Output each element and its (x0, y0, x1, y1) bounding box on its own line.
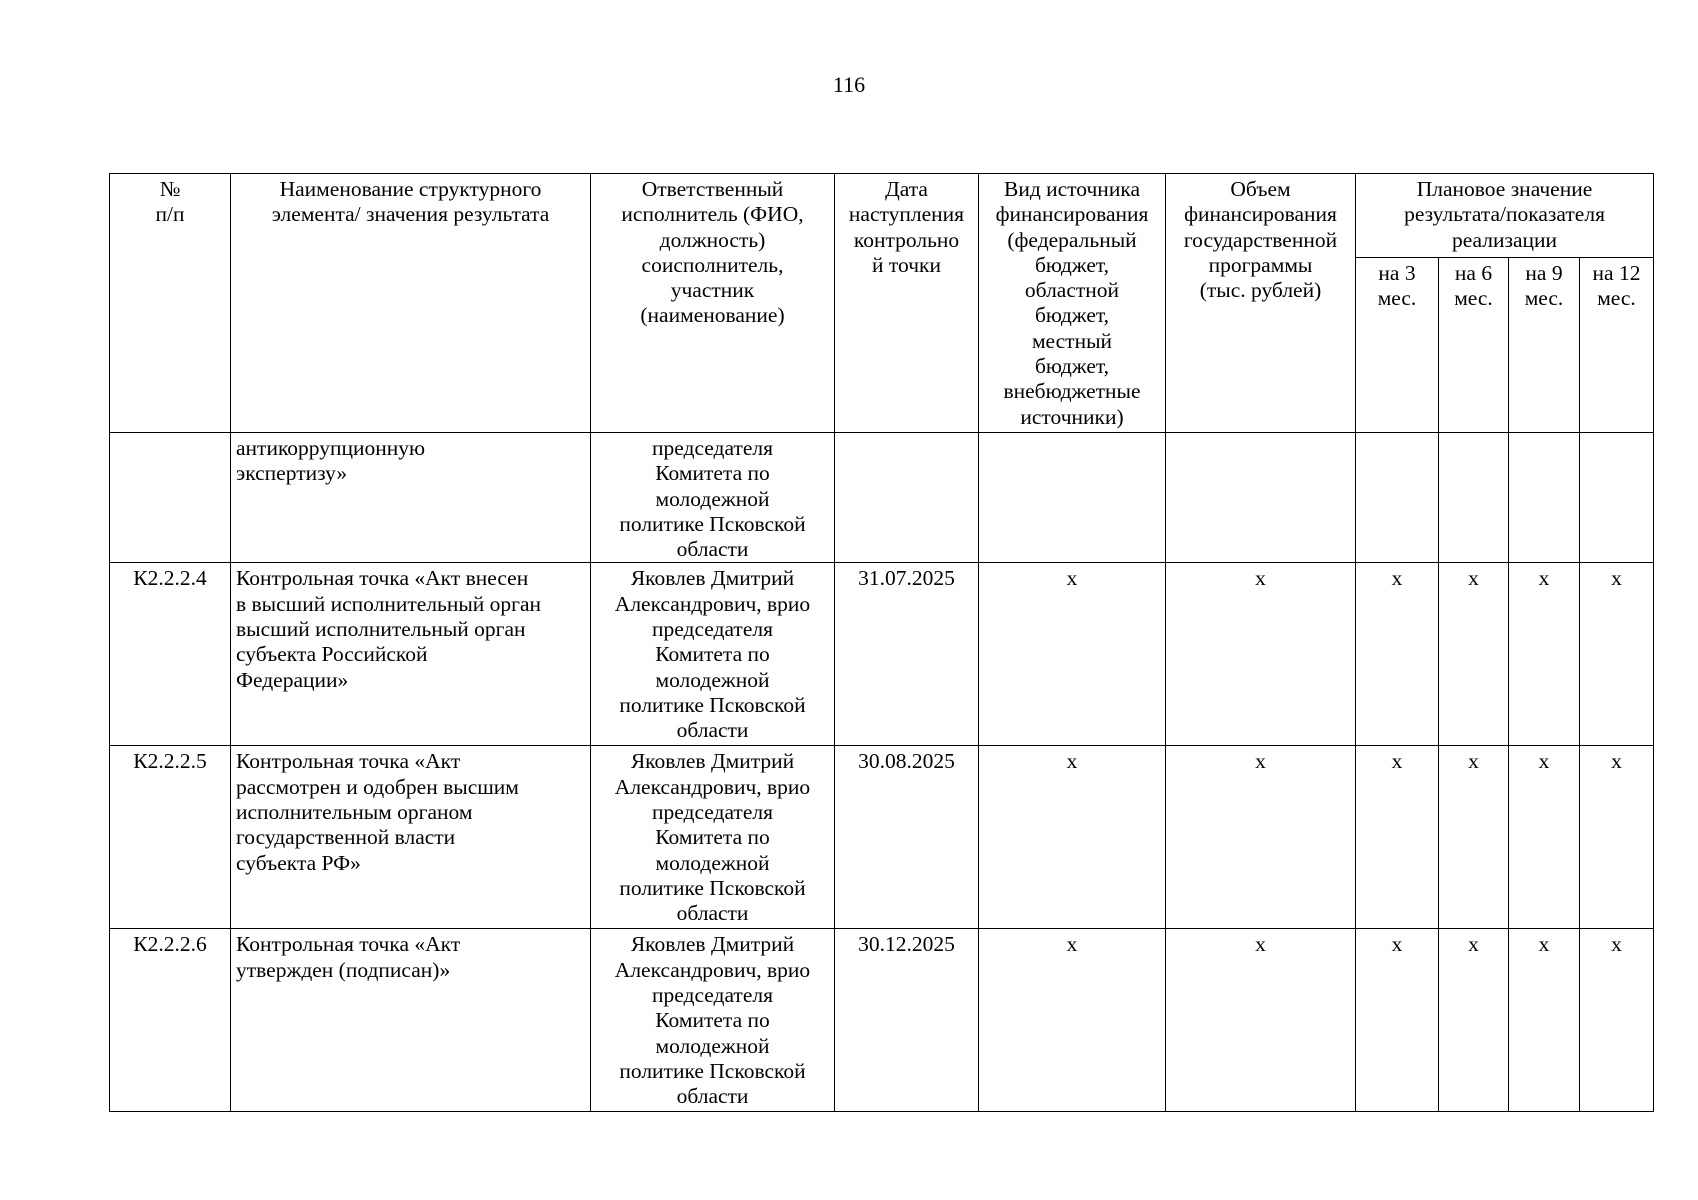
cell-num (110, 433, 231, 563)
cell-responsible: председателя Комитета по молодежной политике Псковской области (591, 433, 835, 563)
cell-m6: х (1439, 563, 1509, 746)
table-row-continuation (110, 433, 1654, 563)
cell-num: К2.2.2.4 (110, 563, 231, 746)
cell-name: Контрольная точка «Акт внесен в высший исполнительный орган высший исполнительный орган субъекта Российской Федерации» (231, 563, 591, 746)
cell-volume: х (1166, 563, 1356, 746)
cell-m12: х (1580, 563, 1654, 746)
cell-m3: х (1356, 746, 1439, 929)
cell-responsible: Яковлев Дмитрий Александрович, врио председателя Комитета по молодежной политике Псковской области (591, 929, 835, 1112)
cell-m12: х (1580, 746, 1654, 929)
cell-num: К2.2.2.6 (110, 929, 231, 1112)
header-plan: Плановое значение результата/показателя реализации (1356, 174, 1654, 258)
header-source: Вид источника финансирования (федеральный бюджет, областной бюджет, местный бюджет, внебюджетные источники) (979, 174, 1166, 433)
table-header (110, 174, 1654, 433)
cell-m6 (1439, 433, 1509, 563)
header-date: Дата наступления контрольно й точки (835, 174, 979, 433)
cell-m6: х (1439, 746, 1509, 929)
cell-source: х (979, 929, 1166, 1112)
control-points-table (109, 173, 1654, 1112)
header-name: Наименование структурного элемента/ значения результата (231, 174, 591, 433)
header-num: № п/п (110, 174, 231, 433)
cell-name: Контрольная точка «Акт рассмотрен и одобрен высшим исполнительным органом государственной власти субъекта РФ» (231, 746, 591, 929)
page-number: 116 (832, 72, 866, 97)
cell-m3: х (1356, 929, 1439, 1112)
cell-responsible: Яковлев Дмитрий Александрович, врио председателя Комитета по молодежной политике Псковской области (591, 746, 835, 929)
cell-m12: х (1580, 929, 1654, 1112)
cell-m9 (1509, 433, 1580, 563)
header-m3: на 3 мес. (1356, 258, 1439, 433)
cell-volume: х (1166, 746, 1356, 929)
table-body (110, 433, 1654, 1112)
header-volume: Объем финансирования государственной программы (тыс. рублей) (1166, 174, 1356, 433)
cell-name: антикоррупционную экспертизу» (231, 433, 591, 563)
header-m9: на 9 мес. (1509, 258, 1580, 433)
header-m6: на 6 мес. (1439, 258, 1509, 433)
cell-source: х (979, 563, 1166, 746)
header-m12: на 12 мес. (1580, 258, 1654, 433)
table-row (110, 746, 1654, 929)
cell-m6: х (1439, 929, 1509, 1112)
header-responsible: Ответственный исполнитель (ФИО, должность) соисполнитель, участник (наименование) (591, 174, 835, 433)
cell-date (835, 433, 979, 563)
cell-date: 30.08.2025 (835, 746, 979, 929)
cell-m9: х (1509, 746, 1580, 929)
cell-m3 (1356, 433, 1439, 563)
cell-date: 30.12.2025 (835, 929, 979, 1112)
cell-m12 (1580, 433, 1654, 563)
table-row (110, 929, 1654, 1112)
cell-m3: х (1356, 563, 1439, 746)
cell-responsible: Яковлев Дмитрий Александрович, врио председателя Комитета по молодежной политике Псковской области (591, 563, 835, 746)
table-row (110, 563, 1654, 746)
cell-m9: х (1509, 563, 1580, 746)
cell-date: 31.07.2025 (835, 563, 979, 746)
cell-num: К2.2.2.5 (110, 746, 231, 929)
cell-source (979, 433, 1166, 563)
cell-volume (1166, 433, 1356, 563)
cell-source: х (979, 746, 1166, 929)
cell-m9: х (1509, 929, 1580, 1112)
cell-name: Контрольная точка «Акт утвержден (подписан)» (231, 929, 591, 1112)
cell-volume: х (1166, 929, 1356, 1112)
